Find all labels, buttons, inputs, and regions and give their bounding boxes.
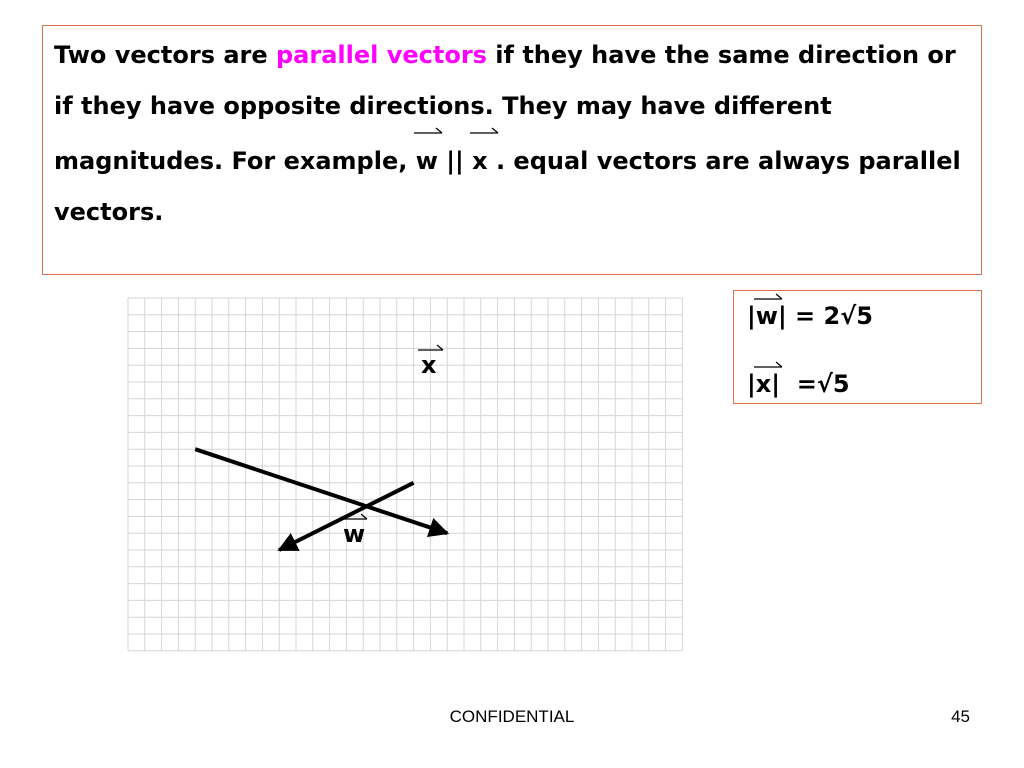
parallel-symbol: || (437, 147, 473, 175)
vector-w-inline: w (416, 132, 438, 187)
definition-part-1: Two vectors are (54, 41, 276, 69)
graph-grid (128, 298, 682, 651)
page-number: 45 (951, 707, 970, 726)
vector-w-magnitude-name: w (756, 298, 778, 330)
vector-x-magnitude-name: x (756, 366, 771, 398)
vector-x-label: x (421, 351, 437, 379)
parallel-vectors-term: parallel vectors (276, 41, 487, 69)
confidential-footer: CONFIDENTIAL (449, 707, 575, 726)
magnitude-w: | w| = 2√5 (747, 298, 873, 330)
vector-w-arrow (195, 449, 447, 533)
definition-part-3: . equal vectors are always parallel vectors. (54, 147, 961, 226)
vector-x-inline: x (472, 132, 487, 187)
magnitude-x: | x| =√5 (747, 366, 850, 398)
vector-w-label: w (343, 520, 366, 548)
definition-part-2: if they have the same direction or if they have opposite directions. They may have different magnitudes. For example, (54, 41, 956, 175)
